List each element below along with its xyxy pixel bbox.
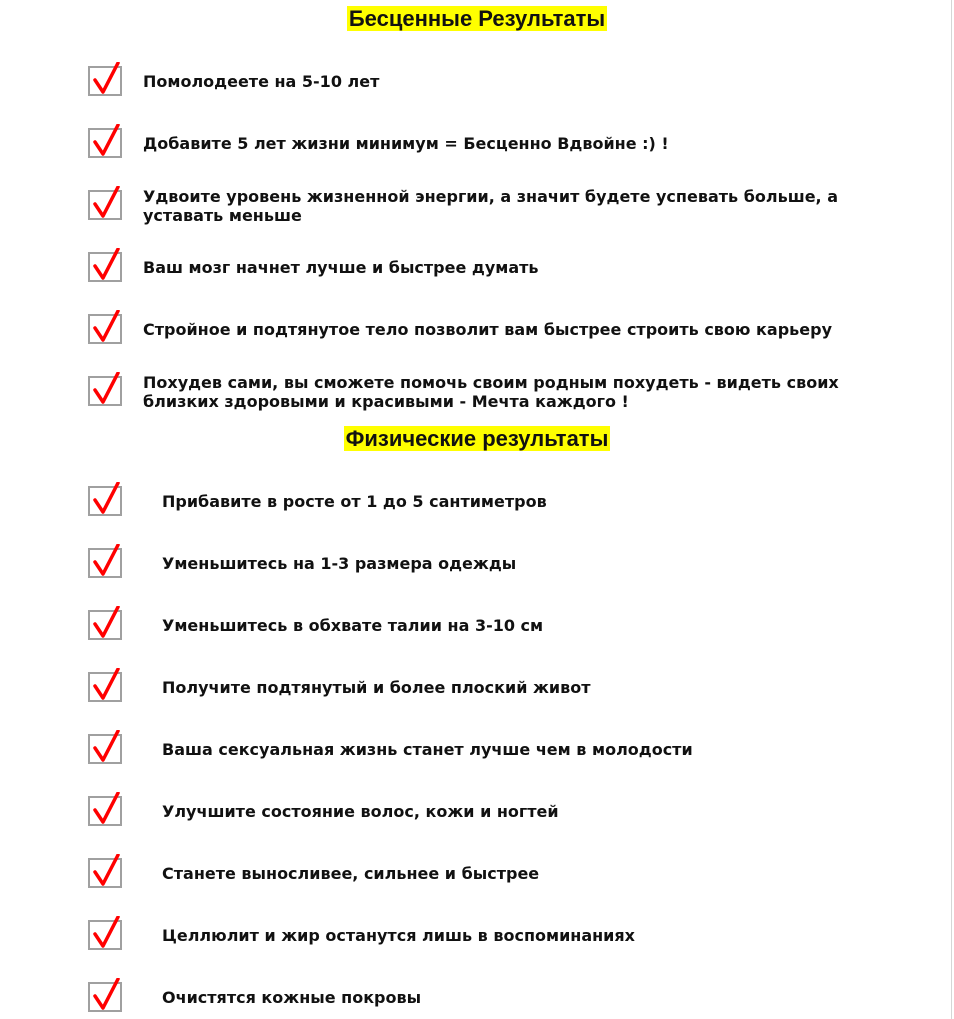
list-item-text: Добавите 5 лет жизни минимум = Бесценно Вдвойне :) !	[143, 134, 669, 153]
red-checkmark-icon	[88, 544, 122, 578]
list-item-text: Ваша сексуальная жизнь станет лучше чем в молодости	[162, 740, 693, 759]
list-item	[86, 182, 856, 226]
list-item-text: Стройное и подтянутое тело позволит вам быстрее строить свою карьеру	[143, 320, 833, 339]
list-item-text: Улучшите состояние волос, кожи и ногтей	[162, 802, 559, 821]
list-item	[86, 368, 856, 412]
list-item-text: Помолодеете на 5-10 лет	[143, 72, 380, 91]
list-item	[86, 58, 856, 102]
red-checkmark-icon	[88, 606, 122, 640]
list-item	[86, 540, 856, 584]
list-item-text: Станете выносливее, сильнее и быстрее	[162, 864, 540, 883]
list-item	[86, 850, 856, 894]
section-title-physical-results	[0, 426, 954, 452]
list-item	[86, 478, 856, 522]
red-checkmark-icon	[88, 124, 122, 158]
red-checkmark-icon	[88, 854, 122, 888]
list-item-text: Прибавите в росте от 1 до 5 сантиметров	[162, 492, 547, 511]
list-item-text: Уменьшитесь в обхвате талии на 3-10 см	[162, 616, 544, 635]
red-checkmark-icon	[88, 62, 122, 96]
red-checkmark-icon	[88, 668, 122, 702]
red-checkmark-icon	[88, 482, 122, 516]
red-checkmark-icon	[88, 730, 122, 764]
list-item-text: Ваш мозг начнет лучше и быстрее думать	[143, 258, 539, 277]
list-item-text: Очистятся кожные покровы	[162, 988, 422, 1007]
list-item-text: Похудев сами, вы сможете помочь своим родным похудеть - видеть своих близких здоровыми и красивыми - Мечта каждого !	[143, 373, 839, 411]
red-checkmark-icon	[88, 248, 122, 282]
red-checkmark-icon	[88, 978, 122, 1012]
section-title-priceless-results	[0, 6, 954, 32]
list-item-text: Получите подтянутый и более плоский живот	[162, 678, 591, 697]
list-item	[86, 664, 856, 708]
list-item	[86, 726, 856, 770]
red-checkmark-icon	[88, 372, 122, 406]
page-right-border	[951, 0, 952, 1019]
red-checkmark-icon	[88, 792, 122, 826]
list-item	[86, 602, 856, 646]
list-item	[86, 912, 856, 956]
list-item-text: Уменьшитесь на 1-3 размера одежды	[162, 554, 517, 573]
list-item	[86, 244, 856, 288]
list-item	[86, 974, 856, 1018]
section-title-text: Физические результаты	[345, 426, 609, 451]
red-checkmark-icon	[88, 310, 122, 344]
list-item	[86, 788, 856, 832]
section-title-text: Бесценные Результаты	[348, 6, 606, 31]
list-item-text: Целлюлит и жир останутся лишь в воспоминаниях	[162, 926, 635, 945]
red-checkmark-icon	[88, 916, 122, 950]
list-item-text: Удвоите уровень жизненной энергии, а значит будете успевать больше, а уставать меньше	[143, 187, 838, 225]
list-item	[86, 120, 856, 164]
red-checkmark-icon	[88, 186, 122, 220]
list-item	[86, 306, 856, 350]
